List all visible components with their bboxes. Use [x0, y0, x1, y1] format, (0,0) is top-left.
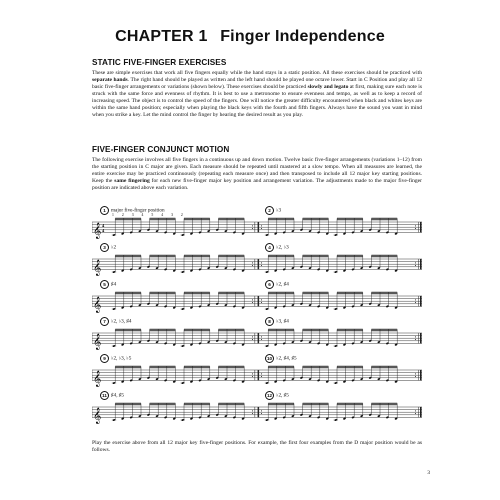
beam	[268, 292, 294, 293]
page-number: 3	[427, 470, 430, 476]
repeat-dot	[415, 228, 416, 229]
beam	[268, 366, 294, 367]
repeat-dot	[261, 410, 262, 411]
treble-clef: 𝄞	[93, 259, 102, 276]
beam	[150, 218, 176, 219]
variation-number: 11	[100, 391, 109, 400]
beam	[268, 293, 294, 294]
beam	[337, 219, 363, 220]
beam	[115, 330, 141, 331]
repeat-barline	[420, 222, 422, 232]
treble-clef: 𝄞	[93, 333, 102, 350]
beam	[115, 218, 141, 219]
repeat-dot	[415, 336, 416, 337]
repeat-barline	[420, 259, 422, 269]
variation-number: 12	[266, 393, 273, 398]
repeat-barline	[258, 407, 259, 417]
variation-number: 9	[100, 354, 109, 363]
variation-label	[265, 317, 289, 326]
beam	[337, 329, 363, 330]
repeat-barline	[255, 259, 256, 269]
repeat-barline	[418, 296, 419, 306]
variation-adjustment: ♭2	[111, 244, 117, 251]
beam	[371, 292, 397, 293]
beam	[150, 329, 176, 330]
beam	[268, 255, 294, 256]
beam	[115, 329, 141, 330]
repeat-dot	[261, 302, 262, 303]
beam	[371, 256, 397, 257]
repeat-dot	[252, 339, 253, 340]
beam	[337, 255, 363, 256]
variation-label	[265, 354, 297, 363]
section-conjunct-text: The following exercise involves all five fingers in a continuous up and down motion. Twelve basic five-finger arrangements (variations 1–12) from the starting position in C major are given. Each measure should be repeated until mastered at a slow tempo. When all measures are learned, the entire exercise may be practiced continuously (repeating each measure once) and then transposed to include all 12 major key starting positions. Keep the same fingering for each new five-finger major key position and arrangement variation. The adjustments made to the major five-finger position are indicated above each variation.	[92, 157, 422, 192]
repeat-barline	[258, 370, 259, 380]
variation-label	[265, 280, 289, 289]
beam	[303, 330, 329, 331]
staff-systems	[92, 207, 422, 435]
repeat-barline	[258, 222, 259, 232]
variation-label	[100, 280, 116, 289]
repeat-dot	[252, 299, 253, 300]
beam	[371, 255, 397, 256]
repeat-dot	[415, 299, 416, 300]
beam	[337, 293, 363, 294]
variation-adjustment: ♭2, ♭3, ♯4	[111, 318, 132, 325]
beam	[303, 404, 329, 405]
beam	[371, 293, 397, 294]
repeat-dot	[261, 228, 262, 229]
treble-clef: 𝄞	[93, 296, 102, 313]
repeat-dot	[261, 373, 262, 374]
beam	[371, 404, 397, 405]
beam	[268, 367, 294, 368]
repeat-dot	[415, 262, 416, 263]
beam	[303, 329, 329, 330]
variation-adjustment: ♭2, ♯4	[276, 281, 289, 288]
variation-label	[100, 243, 116, 252]
beam	[184, 256, 210, 257]
beam	[115, 292, 141, 293]
repeat-dot	[415, 373, 416, 374]
variation-adjustment: ♭2, ♯5	[276, 392, 289, 399]
beam	[268, 330, 294, 331]
variation-label	[100, 317, 131, 326]
repeat-barline	[420, 296, 422, 306]
treble-clef: 𝄞	[93, 407, 102, 424]
beam	[115, 256, 141, 257]
repeat-dot	[261, 299, 262, 300]
treble-clef: 𝄞	[93, 370, 102, 387]
beam	[115, 404, 141, 405]
chapter-heading	[0, 28, 500, 46]
beam	[303, 256, 329, 257]
variation-label	[265, 243, 289, 252]
beam	[150, 366, 176, 367]
beam	[115, 403, 141, 404]
repeat-dot	[252, 413, 253, 414]
beam	[218, 403, 244, 404]
beam	[218, 367, 244, 368]
beam	[150, 330, 176, 331]
beam	[371, 330, 397, 331]
beam	[150, 219, 176, 220]
repeat-dot	[261, 225, 262, 226]
beam	[268, 329, 294, 330]
beam	[337, 367, 363, 368]
repeat-dot	[261, 336, 262, 337]
variation-label	[265, 391, 289, 400]
beam	[184, 403, 210, 404]
repeat-barline	[255, 333, 256, 343]
variation-number: 5	[100, 280, 109, 289]
music-exercises	[92, 207, 422, 435]
beam	[218, 330, 244, 331]
beam	[303, 293, 329, 294]
beam	[184, 329, 210, 330]
variation-adjustment: ♯4, ♯5	[111, 392, 124, 399]
beam	[371, 367, 397, 368]
repeat-barline	[418, 407, 419, 417]
repeat-barline	[255, 222, 256, 232]
repeat-barline	[255, 407, 256, 417]
variation-adjustment: major five-finger position	[111, 207, 165, 214]
beam	[218, 218, 244, 219]
variation-adjustment: ♭2, ♭3, ♭5	[111, 355, 132, 362]
variation-number: 3	[100, 243, 109, 252]
variation-number: 4	[265, 243, 274, 252]
beam	[371, 329, 397, 330]
beam	[218, 366, 244, 367]
repeat-dot	[415, 410, 416, 411]
beam	[371, 366, 397, 367]
beam	[218, 329, 244, 330]
variation-adjustment: ♭3, ♯4	[276, 318, 289, 325]
repeat-dot	[252, 410, 253, 411]
beam	[150, 293, 176, 294]
repeat-dot	[252, 373, 253, 374]
beam	[150, 403, 176, 404]
repeat-dot	[252, 376, 253, 377]
repeat-dot	[261, 376, 262, 377]
beam	[184, 404, 210, 405]
variation-label	[100, 391, 124, 400]
repeat-barline	[420, 407, 422, 417]
repeat-dot	[415, 376, 416, 377]
repeat-barline	[258, 259, 259, 269]
beam	[371, 218, 397, 219]
beam	[184, 292, 210, 293]
repeat-dot	[415, 413, 416, 414]
beam	[150, 404, 176, 405]
repeat-barline	[418, 259, 419, 269]
beam	[337, 404, 363, 405]
beam	[337, 403, 363, 404]
beam	[184, 366, 210, 367]
beam	[150, 256, 176, 257]
repeat-dot	[415, 339, 416, 340]
repeat-dot	[261, 339, 262, 340]
footer-text: Play the exercise above from all 12 major key five-finger positions. For example, the first four examples from the D major position would be as follows.	[92, 440, 422, 454]
beam	[303, 219, 329, 220]
beam	[303, 255, 329, 256]
repeat-barline	[418, 370, 419, 380]
beam	[218, 219, 244, 220]
beam	[303, 366, 329, 367]
variation-adjustment: ♭3	[276, 207, 282, 214]
beam	[218, 292, 244, 293]
repeat-dot	[261, 413, 262, 414]
beam	[371, 403, 397, 404]
variation-adjustment: ♭2, ♭3	[276, 244, 289, 251]
section-heading-conjunct: FIVE-FINGER CONJUNCT MOTION	[92, 145, 230, 154]
beam	[218, 255, 244, 256]
beam	[337, 366, 363, 367]
repeat-dot	[261, 265, 262, 266]
beam	[184, 255, 210, 256]
variation-number: 1	[100, 206, 109, 215]
repeat-barline	[420, 333, 422, 343]
beam	[268, 218, 294, 219]
chapter-title: Finger Independence	[220, 28, 385, 45]
section-heading-static: STATIC FIVE-FINGER EXERCISES	[92, 58, 227, 67]
repeat-dot	[252, 228, 253, 229]
repeat-barline	[418, 333, 419, 343]
repeat-dot	[252, 302, 253, 303]
variation-number: 6	[265, 280, 274, 289]
repeat-dot	[415, 302, 416, 303]
beam	[337, 256, 363, 257]
variation-number: 8	[265, 317, 274, 326]
time-signature: 4	[102, 227, 105, 233]
beam	[303, 218, 329, 219]
repeat-barline	[255, 296, 256, 306]
time-signature: 4	[102, 222, 105, 228]
beam	[150, 292, 176, 293]
beam	[115, 293, 141, 294]
beam	[337, 292, 363, 293]
variation-label	[265, 206, 281, 215]
repeat-barline	[255, 370, 256, 380]
repeat-dot	[415, 265, 416, 266]
variation-number: 10	[266, 356, 273, 361]
beam	[268, 404, 294, 405]
repeat-dot	[252, 225, 253, 226]
beam	[303, 292, 329, 293]
chapter-number: CHAPTER 1	[115, 28, 208, 45]
beam	[184, 330, 210, 331]
variation-number: 2	[265, 206, 274, 215]
beam	[184, 218, 210, 219]
beam	[150, 255, 176, 256]
beam	[218, 256, 244, 257]
section-static-text: These are simple exercises that work all five fingers equally while the hand stays in a static position. All these exercises should be practiced with separate hands. The right hand should be played as written and the left hand should be played one octave lower. Start in C Position and play all 12 basic five-finger arrangements or variations (shown below). These exercises should be practiced slowly and legato at first, making sure each note is struck with the same force and evenness of rhythm. It is best to use a metronome to ensure evenness and tempo, as well as to keep a record of increasing speed. The object is to control the speed of the fingers. One will notice the greater difficulty encountered when black and whites keys are within the same hand position; especially when playing the black keys with the fourth and fifth fingers. Always have the sound you want in mind when you strike a key. Let the mind control the finger by hearing the desired result as you play.	[92, 70, 422, 119]
repeat-barline	[420, 370, 422, 380]
beam	[371, 219, 397, 220]
repeat-barline	[258, 333, 259, 343]
variation-number: 7	[100, 317, 109, 326]
beam	[115, 255, 141, 256]
beam	[218, 293, 244, 294]
beam	[337, 330, 363, 331]
repeat-dot	[252, 262, 253, 263]
beam	[184, 219, 210, 220]
repeat-dot	[415, 225, 416, 226]
beam	[184, 367, 210, 368]
repeat-dot	[261, 262, 262, 263]
beam	[218, 404, 244, 405]
beam	[337, 218, 363, 219]
variation-label	[100, 354, 131, 363]
beam	[150, 367, 176, 368]
beam	[115, 366, 141, 367]
variation-adjustment: ♯4	[111, 281, 117, 288]
repeat-barline	[418, 222, 419, 232]
treble-clef: 𝄞	[93, 222, 102, 239]
beam	[268, 403, 294, 404]
beam	[268, 219, 294, 220]
beam	[115, 367, 141, 368]
repeat-barline	[258, 296, 259, 306]
repeat-dot	[252, 336, 253, 337]
beam	[115, 219, 141, 220]
beam	[184, 293, 210, 294]
variation-adjustment: ♭2, ♯4, ♯5	[276, 355, 297, 362]
beam	[303, 367, 329, 368]
fingering-numbers: 1 2 3 4 5 4 3 2	[112, 213, 187, 217]
beam	[268, 256, 294, 257]
repeat-dot	[252, 265, 253, 266]
beam	[303, 403, 329, 404]
